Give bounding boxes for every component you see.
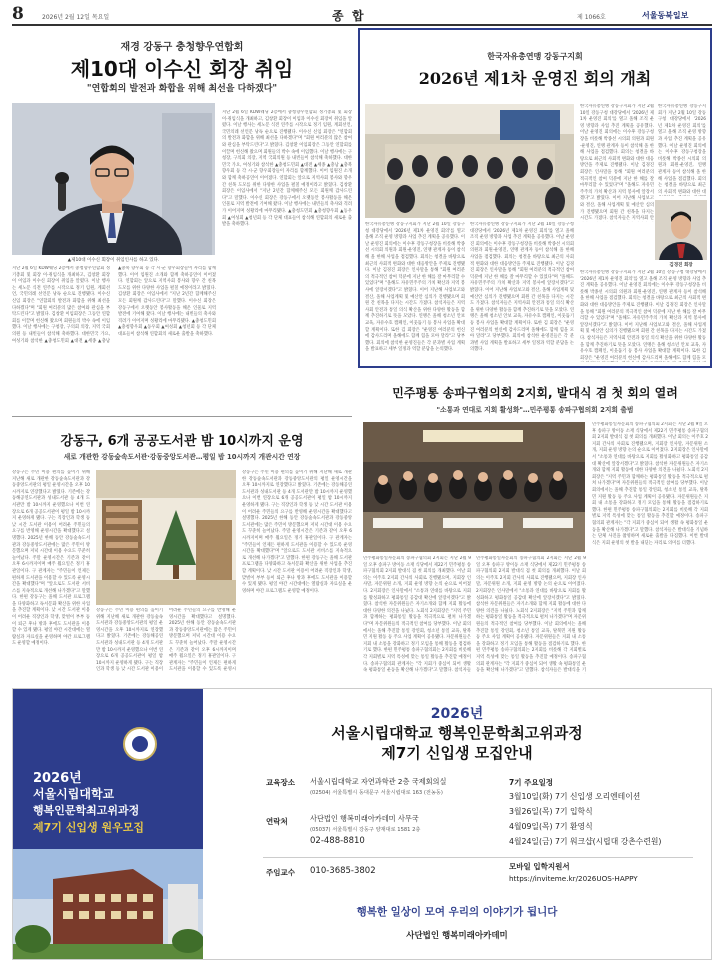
ad-left-title3: 제7기 신입생 원우모집 <box>33 821 144 834</box>
ad-row-location-line1: 서울시립대학교 자연과학관 2층 국제회의실 <box>310 777 447 786</box>
ad-left-title2: 행복인문학최고위과정 <box>33 804 140 817</box>
article-3-headline: 2026년 제1차 운영진 회의 개최 <box>418 69 652 88</box>
ad-schedule-item-1: 3월10일(화) 7기 신입생 오리엔테이션 <box>509 792 641 801</box>
ad-schedule-item-2: 3월26일(목) 7기 입학식 <box>509 807 593 816</box>
advertisement <box>12 688 712 960</box>
ad-row-label-contact: 연락처 <box>266 817 288 826</box>
ad-schedule-item-4: 4월24일(금) 7기 워크샵(시립대 강촌수련원) <box>509 837 662 846</box>
article-3-inset-photo <box>655 200 707 260</box>
portrait-figure <box>655 200 707 260</box>
ad-row-label-professor: 주임교수 <box>266 868 295 877</box>
group-photo <box>363 422 585 552</box>
issue-date: 2026년 2월 12일 목요일 <box>42 14 110 21</box>
article-3-body-col3-bottom: 한국자유총연맹 강동구지회가 지난 2월 10일 강동구청 대강당에서 '2026년 제1차 운영진 회의'를 열고 올해 조직 운영 방향과 사업 추진 계획을 공유했다. 이날 운영진 회의에는 이수후 강동구청장을 비롯해 박종선 시의회 의원과 회원·운영진, 연맹 관계자 등이 참석해 올 한해 사업을 점검했다. 회의는 청결을 바탕으로 최근의 사회적 변화와 대한 대응방안을 주제로 진행됐다. 이날 김경진 회장은 인사말을 통해 "회원 여러분의 적극적인 참여 덕분에 지난 한 해를 잘 마무리할 수 있었다"며 "올해도 자유민주주의 가치 확산과 지역 봉사에 앞장서겠다"고 밝혔다. 이어 지난해 사업보고와 결산, 올해 사업계획 및 예산안 심의가 진행됐으며 회원 간 친목을 다지는 시간도 가졌다. 참석자들은 지역사회 안전과 통일 의식 확산을 위한 다양한 활동을 함께 추진하기로 뜻을 모았다. 연맹은 올해 청소년 안보 교육, 자유수호 캠페인, 이웃돕기 등 봉사 사업을 확대할 계획이다. 또한 김 회장은 "운영진 여러분의 헌신에 감사드리며 올해에도 함께 힘을 모 <box>580 270 706 361</box>
article-4-subhead: "소통과 연대로 지회 활성화"…민주평통 송파구협의회 2지회 출범 <box>436 406 634 414</box>
meeting-room <box>365 104 574 218</box>
article-4-body-col3: 민주평화통일자문회의 송파구협의회 2지회는 지난 2월 9일 오후 송파구 방이동 소재 식당에서 제22기 민주평통 송파구협의회 2지회 발대식 겸 첫 회의를 개최했다. 이날 회의는 이주호 2지회 간사의 사회로 진행됐으며, 지회장 인사말, 자문위원 소개, 지회 운영 방향 논의 순으로 이어졌다. 2지회장은 인사말에서 "소통과 연대를 바탕으로 지회를 활성화하고 평화통일 공감대 확산에 앞장서겠다"고 밝혔다. 참석한 자문위원들은 자기소개와 함께 지회 활동에 대한 다양한 의견을 나눴다. 노회석 2지회장은 "지역 주민과 함께하는 평화통일 활동을 적극적으로 펼쳐 나가겠다"며 자문위원들의 적극적인 참여를 당부했다. 이날 회의에서는 올해 추진할 통일 강연회, 청소년 통일 교육, 탈북민 지원 활동 등 주요 사업 계획이 공유됐다. 자문위원들은 지회 내 소통을 강화하고 정기 모임을 통해 활동을 점검하기로 했다. 한편 민주평통 송파구협의회는 2지회를 비롯해 각 지회별로 지역 특성에 맞는 통일 활동을 추진할 예정이다. 송파구협의회 관계자는 "각 지회가 중심이 되어 생활 속 평화통일 운동을 확산해 나가겠다"고 말했다. 참석자들은 발대식을 기념하는 단체 사진을 촬영하며 새로운 출발을 다짐했다. 이번 발대식은 지회 운영의 첫 발을 내딛는 자리로 의미를 더했다. <box>592 422 708 546</box>
ad-schedule-item-3: 4월09일(목) 7기 환영식 <box>509 822 593 831</box>
page-number: 8 <box>12 4 24 24</box>
ad-mobile-url[interactable]: https://inviteme.kr/2026UOS-HAPPY <box>509 874 638 883</box>
article-2-body-col1: 강동구는 주민 이용 편의를 높이기 위해 지난해 새로 개관한 강동숲속도서관과 강동중앙도서관의 평일 운영시간을 오후 10시까지로 연장했다고 밝혔다. 기존에는 강동해공연도서관과 성내도서관 등 4개 도서관만 밤 10시까지 운영했으나 이번 연장으로 6개 공공도서관이 평일 밤 10시까지 운영하게 됐다. 구는 직장인과 학생 등 낮 시간 도서관 이용이 어려운 주민들의 요구를 반영해 운영시간을 확대했다고 설명했다. 2025년 한해 동안 강동숲속도서관과 강동중앙도서관에는 많은 주민이 방문했으며 저녁 시간대 이용 수요도 꾸준히 늘어났다. 주말 운영시간은 기존과 같이 오후 6시까지이며 매주 월요일은 정기 휴관일이다. 구 관계자는 "주민들이 언제든 편하게 도서관을 이용할 수 있도록 운영시간을 확대했다"며 "앞으로도 도서관 서비스를 지속적으로 개선해 나가겠다"고 말했다. 한편 강동구는 올해 도서관 프로그램을 다양화하고 독서문화 확산을 위한 사업을 추진할 계획이다. 낮 시간 도서관 이용이 어려운 직장인과 학생, 맞벌이 부부 등이 퇴근 후나 방과 후에도 도서관을 이용할 수 있게 됐다. 평일 야간 시간대에는 열람실과 자료실을 운영하며 야간 프로그램도 운영할 예정이다. <box>12 470 90 647</box>
ad-building-photo <box>13 849 203 959</box>
ad-row-professor-phone: 010-3685-3802 <box>310 866 376 876</box>
ad-slogan: 행복한 일상이 모여 우리의 이야기가 됩니다 <box>356 906 558 918</box>
ad-year: 2026년 <box>430 706 484 722</box>
article-1-photo-caption: ▲제10대 이수신 회장이 취임인사를 하고 있다. <box>67 258 160 263</box>
ad-row-contact-line2: (05037) 서울특별시 강동구 양재대로 1581 2층 <box>310 827 421 833</box>
article-3-photo <box>365 104 574 218</box>
ad-mobile-title: 모바일 입학지원서 <box>509 862 570 871</box>
article-1-subhead: "연합회의 발전과 화합을 위해 최선을 다하겠다" <box>86 84 278 94</box>
ad-schedule-title: 7기 주요일정 <box>509 778 554 787</box>
publisher-name: 서울동북일보 <box>642 11 689 20</box>
article-1-headline: 제10대 이수신 회장 취임 <box>70 57 294 81</box>
article-4 <box>358 374 712 679</box>
article-4-body-col1: 민주평화통일자문회의 송파구협의회 2지회는 지난 2월 9일 오후 송파구 방이동 소재 식당에서 제22기 민주평통 송파구협의회 2지회 발대식 겸 첫 회의를 개최했다. 이날 회의는 이주호 2지회 간사의 사회로 진행됐으며, 지회장 인사말, 자문위원 소개, 지회 운영 방향 논의 순으로 이어졌다. 2지회장은 인사말에서 "소통과 연대를 바탕으로 지회를 활성화하고 평화통일 공감대 확산에 앞장서겠다"고 밝혔다. 참석한 자문위원들은 자기소개와 함께 지회 활동에 대한 다양한 의견을 나눴다. 노회석 2지회장은 "지역 주민과 함께하는 평화통일 활동을 적극적으로 펼쳐 나가겠다"며 자문위원들의 적극적인 참여를 당부했다. 이날 회의에서는 올해 추진할 통일 강연회, 청소년 통일 교육, 탈북민 지원 활동 등 주요 사업 계획이 공유됐다. 자문위원들은 지회 내 소통을 강화하고 정기 모임을 통해 활동을 점검하기로 했다. 한편 민주평통 송파구협의회는 2지회를 비롯해 각 지회별로 지역 특성에 맞는 통일 활동을 추진할 예정이다. 송파구협의회 관계자는 "각 지회가 중심이 되어 생활 속 평화통일 운동을 확산해 나가겠다"고 말했다. 참석자들 <box>363 556 471 674</box>
ad-title2: 제7기 신입생 모집안내 <box>381 744 533 762</box>
ad-left-year: 2026년 <box>33 771 82 786</box>
issue-number: 제 1066호 <box>577 14 606 21</box>
article-4-photo <box>363 422 585 552</box>
ad-row-label-location: 교육장소 <box>266 778 295 787</box>
article-3-kicker: 한국자유총연맹 강동구지회 <box>487 52 583 61</box>
page-header <box>12 4 712 26</box>
article-3-body-col2: 한국자유총연맹 강동구지회가 지난 2월 10일 강동구청 대강당에서 '2026년 제1차 운영진 회의'를 열고 올해 조직 운영 방향과 사업 추진 계획을 공유했다. 이날 운영진 회의에는 이수후 강동구청장을 비롯해 박종선 시의회 의원과 회원·운영진, 연맹 관계자 등이 참석해 올 한해 사업을 점검했다. 회의는 청결을 바탕으로 최근의 사회적 변화와 대한 대응방안을 주제로 진행됐다. 이날 김경진 회장은 인사말을 통해 "회원 여러분의 적극적인 참여 덕분에 지난 한 해를 잘 마무리할 수 있었다"며 "올해도 자유민주주의 가치 확산과 지역 봉사에 앞장서겠다"고 밝혔다. 이어 지난해 사업보고와 결산, 올해 사업계획 및 예산안 심의가 진행됐으며 회원 간 친목을 다지는 시간도 가졌다. 참석자들은 지역사회 안전과 통일 의식 확산을 위한 다양한 활동을 함께 추진하기로 뜻을 모았다. 연맹은 올해 청소년 안보 교육, 자유수호 캠페인, 이웃돕기 등 봉사 사업을 확대할 계획이다. 또한 김 회장은 "운영진 여러분의 헌신에 감사드리며 올해에도 함께 힘을 모아 달라"고 당부했다. 회의에 참석한 운영진들은 각 분과별 사업 계획을 발표하고 세부 일정과 역할 분담을 논의했다. <box>470 222 574 353</box>
article-2-headline: 강동구, 6개 공공도서관 밤 10시까지 운영 <box>60 434 304 449</box>
article-3-box <box>358 28 712 368</box>
ad-left-title1: 서울시립대학교 <box>33 787 115 801</box>
ad-left-panel <box>13 689 203 959</box>
article-2-body-col3: 강동구는 주민 이용 편의를 높이기 위해 지난해 새로 개관한 강동숲속도서관과 강동중앙도서관의 평일 운영시간을 오후 10시까지로 연장했다고 밝혔다. 기존에는 강동해공연도서관과 성내도서관 등 4개 도서관만 밤 10시까지 운영했으나 이번 연장으로 6개 공공도서관이 평일 밤 10시까지 운영하게 됐다. 구는 직장인과 학생 등 낮 시간 도서관 이용이 어려운 주민들의 요구를 반영해 운영시간을 확대했다고 설명했다. 2025년 한해 동안 강동숲속도서관과 강동중앙도서관에는 많은 주민이 방문했으며 저녁 시간대 이용 수요도 꾸준히 늘어났다. 주말 운영시간은 기존과 같이 오후 6시까지이며 매주 월요일은 정기 휴관일이다. 구 관계자는 "주민들이 언제든 편하게 도서관을 이용할 수 있도록 운영시간을 확대했다"며 "앞으로도 도서관 서비스를 지속적으로 개선해 나가겠다"고 말했다. 한편 강동구는 올해 도서관 프로그램을 다양화하고 독서문화 확산을 위한 사업을 추진할 계획이다. 낮 시간 도서관 이용이 어려운 직장인과 학생, 맞벌이 부부 등이 퇴근 후나 방과 후에도 도서관을 이용할 수 있게 됐다. 평일 야간 시간대에는 열람실과 자료실을 운영하며 야간 프로그램도 운영할 예정이다. <box>242 470 352 594</box>
article-1-body-side: 지난 2월 6일 KDW웨딩 2층에서 충청향우연합회 정기총회 및 회장 이·취임식을 개최하고, 김창환 회장이 이임과 이수신 회장이 취임을 알렸다. 이날 행사는 세노문 식전 연주를 시작으로 정기 임원, 계회선언, 국민의례 선언문 낭독 순으로 진행됐다. 이수신 신임 회장은 "연합회의 발전과 화합을 위해 최선을 다하겠다"며 "회원 여러분의 많은 참여와 관심을 부탁드린다"고 밝혔다. 김창환 이임회장은 그동안 연합회를 이끌며 헌신해 왔으며 회원들의 박수 속에 이임했다. 이날 행사에는 구청장, 구의회 의장, 지역 국회의원 등 내빈들이 참석해 축하했다. 대한민국 가요, 여성기와 참석한 ▲충청도민회 ▲대전 ▲세종 ▲충남 ▲충북 향우회 등 각 시·군 향우회장들이 자리를 함께했다. 이어 임원진 소개와 함께 축하공연이 이어졌다. 연합회는 앞으로 지역사회 봉사와 향우 간 친목 도모를 위한 다양한 사업을 펼칠 예정이라고 밝혔다. 김창환 회장은 이임사에서 "지난 2년간 함께해주신 모든 회원께 감사드린다"고 말했다. 이수신 회장은 강동구에서 오랫동안 봉사활동을 해온 인물로 지역 발전에 기여해 왔다. 이날 행사에는 내빈들의 축사와 격려가 이어지며 성황리에 마무리됐다. ▲충청도민회 ▲충청향우회 ▲동우회 ▲여성회 ▲청년회 등 각 단체 대표들이 참석해 연합회의 새로운 출발을 축하했다. <box>222 110 352 228</box>
article-3-body-col1: 한국자유총연맹 강동구지회가 지난 2월 10일 강동구청 대강당에서 '2026년 제1차 운영진 회의'를 열고 올해 조직 운영 방향과 사업 추진 계획을 공유했다. 이날 운영진 회의에는 이수후 강동구청장을 비롯해 박종선 시의회 의원과 회원·운영진, 연맹 관계자 등이 참석해 올 한해 사업을 점검했다. 회의는 청결을 바탕으로 최근의 사회적 변화와 대한 대응방안을 주제로 진행됐다. 이날 김경진 회장은 인사말을 통해 "회원 여러분의 적극적인 참여 덕분에 지난 한 해를 잘 마무리할 수 있었다"며 "올해도 자유민주주의 가치 확산과 지역 봉사에 앞장서겠다"고 밝혔다. 이어 지난해 사업보고와 결산, 올해 사업계획 및 예산안 심의가 진행됐으며 회원 간 친목을 다지는 시간도 가졌다. 참석자들은 지역사회 안전과 통일 의식 확산을 위한 다양한 활동을 함께 추진하기로 뜻을 모았다. 연맹은 올해 청소년 안보 교육, 자유수호 캠페인, 이웃돕기 등 봉사 사업을 확대할 계획이다. 또한 김 회장은 "운영진 여러분의 헌신에 감사드리며 올해에도 함께 힘을 모아 달라"고 당부했다. 회의에 참석한 운영진들은 각 분과별 사업 계획을 발표하고 세부 일정과 역할 분담을 논의했다. <box>365 222 465 353</box>
header-rule <box>12 24 712 26</box>
article-4-body-col2: 민주평화통일자문회의 송파구협의회 2지회는 지난 2월 9일 오후 송파구 방이동 소재 식당에서 제22기 민주평통 송파구협의회 2지회 발대식 겸 첫 회의를 개최했다. 이날 회의는 이주호 2지회 간사의 사회로 진행됐으며, 지회장 인사말, 자문위원 소개, 지회 운영 방향 논의 순으로 이어졌다. 2지회장은 인사말에서 "소통과 연대를 바탕으로 지회를 활성화하고 평화통일 공감대 확산에 앞장서겠다"고 밝혔다. 참석한 자문위원들은 자기소개와 함께 지회 활동에 대한 다양한 의견을 나눴다. 노회석 2지회장은 "지역 주민과 함께하는 평화통일 활동을 적극적으로 펼쳐 나가겠다"며 자문위원들의 적극적인 참여를 당부했다. 이날 회의에서는 올해 추진할 통일 강연회, 청소년 통일 교육, 탈북민 지원 활동 등 주요 사업 계획이 공유됐다. 자문위원들은 지회 내 소통을 강화하고 정기 모임을 통해 활동을 점검하기로 했다. 한편 민주평통 송파구협의회는 2지회를 비롯해 각 지회별로 지역 특성에 맞는 통일 활동을 추진할 예정이다. 송파구협의회 관계자는 "각 지회가 중심이 되어 생활 속 평화통일 운동을 확산해 나가겠다"고 말했다. 참석자들은 발대식을 기 <box>476 556 586 674</box>
article-3-inset-caption: 김경진 회장 <box>669 263 693 268</box>
ad-org: 사단법인 행복미래아카데미 <box>406 931 508 941</box>
article-2 <box>12 416 352 679</box>
speaker-figure <box>12 103 215 255</box>
article-1-body-main: 지난 2월 6일 KDW웨딩 2층에서 충청향우연합회 정기총회 및 회장 이·취임식을 개최하고, 김창환 회장이 이임과 이수신 회장이 취임을 알렸다. 이날 행사는 세노문 식전 연주를 시작으로 정기 임원, 계회선언, 국민의례 선언문 낭독 순으로 진행됐다. 이수신 신임 회장은 "연합회의 발전과 화합을 위해 최선을 다하겠다"며 "회원 여러분의 많은 참여와 관심을 부탁드린다"고 밝혔다. 김창환 이임회장은 그동안 연합회를 이끌며 헌신해 왔으며 회원들의 박수 속에 이임했다. 이날 행사에는 구청장, 구의회 의장, 지역 국회의원 등 내빈들이 참석해 축하했다. 대한민국 가요, 여성기와 참석한 ▲충청도민회 ▲대전 ▲세종 ▲충남 ▲충북 향우회 등 각 시·군 향우회장들이 자리를 함께했다. 이어 임원진 소개와 함께 축하공연이 이어졌다. 연합회는 앞으로 지역사회 봉사와 향우 간 친목 도모를 위한 다양한 사업을 펼칠 예정이라고 밝혔다. 김창환 회장은 이임사에서 "지난 2년간 함께해주신 모든 회원께 감사드린다"고 말했다. 이수신 회장은 강동구에서 오랫동안 봉사활동을 해온 인물로 지역 발전에 기여해 왔다. 이날 행사에는 내빈들의 축사와 격려가 이어지며 성황리에 마무리됐다. ▲충청도민회 ▲충청향우회 ▲동우회 ▲여성회 ▲청년회 등 각 단체 대표들이 참석해 연합회의 새로운 출발을 축하했다. <box>12 266 216 344</box>
article-2-subhead: 새로 개관한 강동숲속도서관·강동중앙도서관…평일 밤 10시까지 개관시간 연장 <box>63 453 301 461</box>
library-interior <box>96 470 236 605</box>
article-1-photo <box>12 103 215 255</box>
article-1-kicker: 재경 강동구 충청향우연합회 <box>120 42 244 53</box>
ad-row-contact-line1: 사단법인 행복미래아카데미 사무국 <box>310 814 419 823</box>
article-3-body-col4: 한국자유총연맹 강동구지회가 지난 2월 10일 강동구청 대강당에서 '2026년 제1차 운영진 회의'를 열고 올해 조직 운영 방향과 사업 추진 계획을 공유했다. 이날 운영진 회의에는 이수후 강동구청장을 비롯해 박종선 시의회 의원과 회원·운영진, 연맹 관계자 등이 참석해 올 한해 사업을 점검했다. 회의는 청결을 바탕으로 최근의 사회적 변화와 대한 대 <box>658 104 706 195</box>
ad-title1: 서울시립대학교 행복인문학최고위과정 <box>331 724 583 742</box>
article-2-photo <box>96 470 236 605</box>
article-4-headline: 민주평통 송파구협의회 2지회, 발대식 겸 첫 회의 열려 <box>392 386 678 400</box>
ad-row-contact-phone: 02-488-8810 <box>310 836 365 846</box>
article-2-top-rule <box>12 416 352 417</box>
campus-building <box>13 849 203 959</box>
ad-divider <box>263 857 693 858</box>
article-2-body-col2: 강동구는 주민 이용 편의를 높이기 위해 지난해 새로 개관한 강동숲속도서관과 강동중앙도서관의 평일 운영시간을 오후 10시까지로 연장했다고 밝혔다. 기존에는 강동해공연도서관과 성내도서관 등 4개 도서관만 밤 10시까지 운영했으나 이번 연장으로 6개 공공도서관이 평일 밤 10시까지 운영하게 됐다. 구는 직장인과 학생 등 낮 시간 도서관 이용이 어려운 주민들의 요구를 반영해 운영시간을 확대했다고 설명했다. 2025년 한해 동안 강동숲속도서관과 강동중앙도서관에는 많은 주민이 방문했으며 저녁 시간대 이용 수요도 꾸준히 늘어났다. 주말 운영시간은 기존과 같이 오후 6시까지이며 매주 월요일은 정기 휴관일이다. 구 관계자는 "주민들이 언제든 편하게 도서관을 이용할 수 있도록 운영시 <box>96 608 236 673</box>
article-3-body-col3-top: 한국자유총연맹 강동구지회가 지난 2월 10일 강동구청 대강당에서 '2026년 제1차 운영진 회의'를 열고 올해 조직 운영 방향과 사업 추진 계획을 공유했다. 이날 운영진 회의에는 이수후 강동구청장을 비롯해 박종선 시의회 의원과 회원·운영진, 연맹 관계자 등이 참석해 올 한해 사업을 점검했다. 회의는 청결을 바탕으로 최근의 사회적 변화와 대한 대응방안을 주제로 진행됐다. 이날 김경진 회장은 인사말을 통해 "회원 여러분의 적극적인 참여 덕분에 지난 한 해를 잘 마무리할 수 있었다"며 "올해도 자유민주주의 가치 확산과 지역 봉사에 앞장서겠다"고 밝혔다. 이어 지난해 사업보고와 결산, 올해 사업계획 및 예산안 심의가 진행됐으며 회원 간 친목을 다지는 시간도 가졌다. 참석자들은 지역사회 안 <box>580 104 654 222</box>
article-1 <box>12 28 352 413</box>
ad-row-location-line2: (02504) 서울특별시 동대문구 서울시립대로 163 (전농동) <box>310 790 443 796</box>
ad-emblem <box>123 727 157 761</box>
emblem-inner-icon <box>132 736 148 752</box>
section-title: 종 합 <box>332 9 364 23</box>
